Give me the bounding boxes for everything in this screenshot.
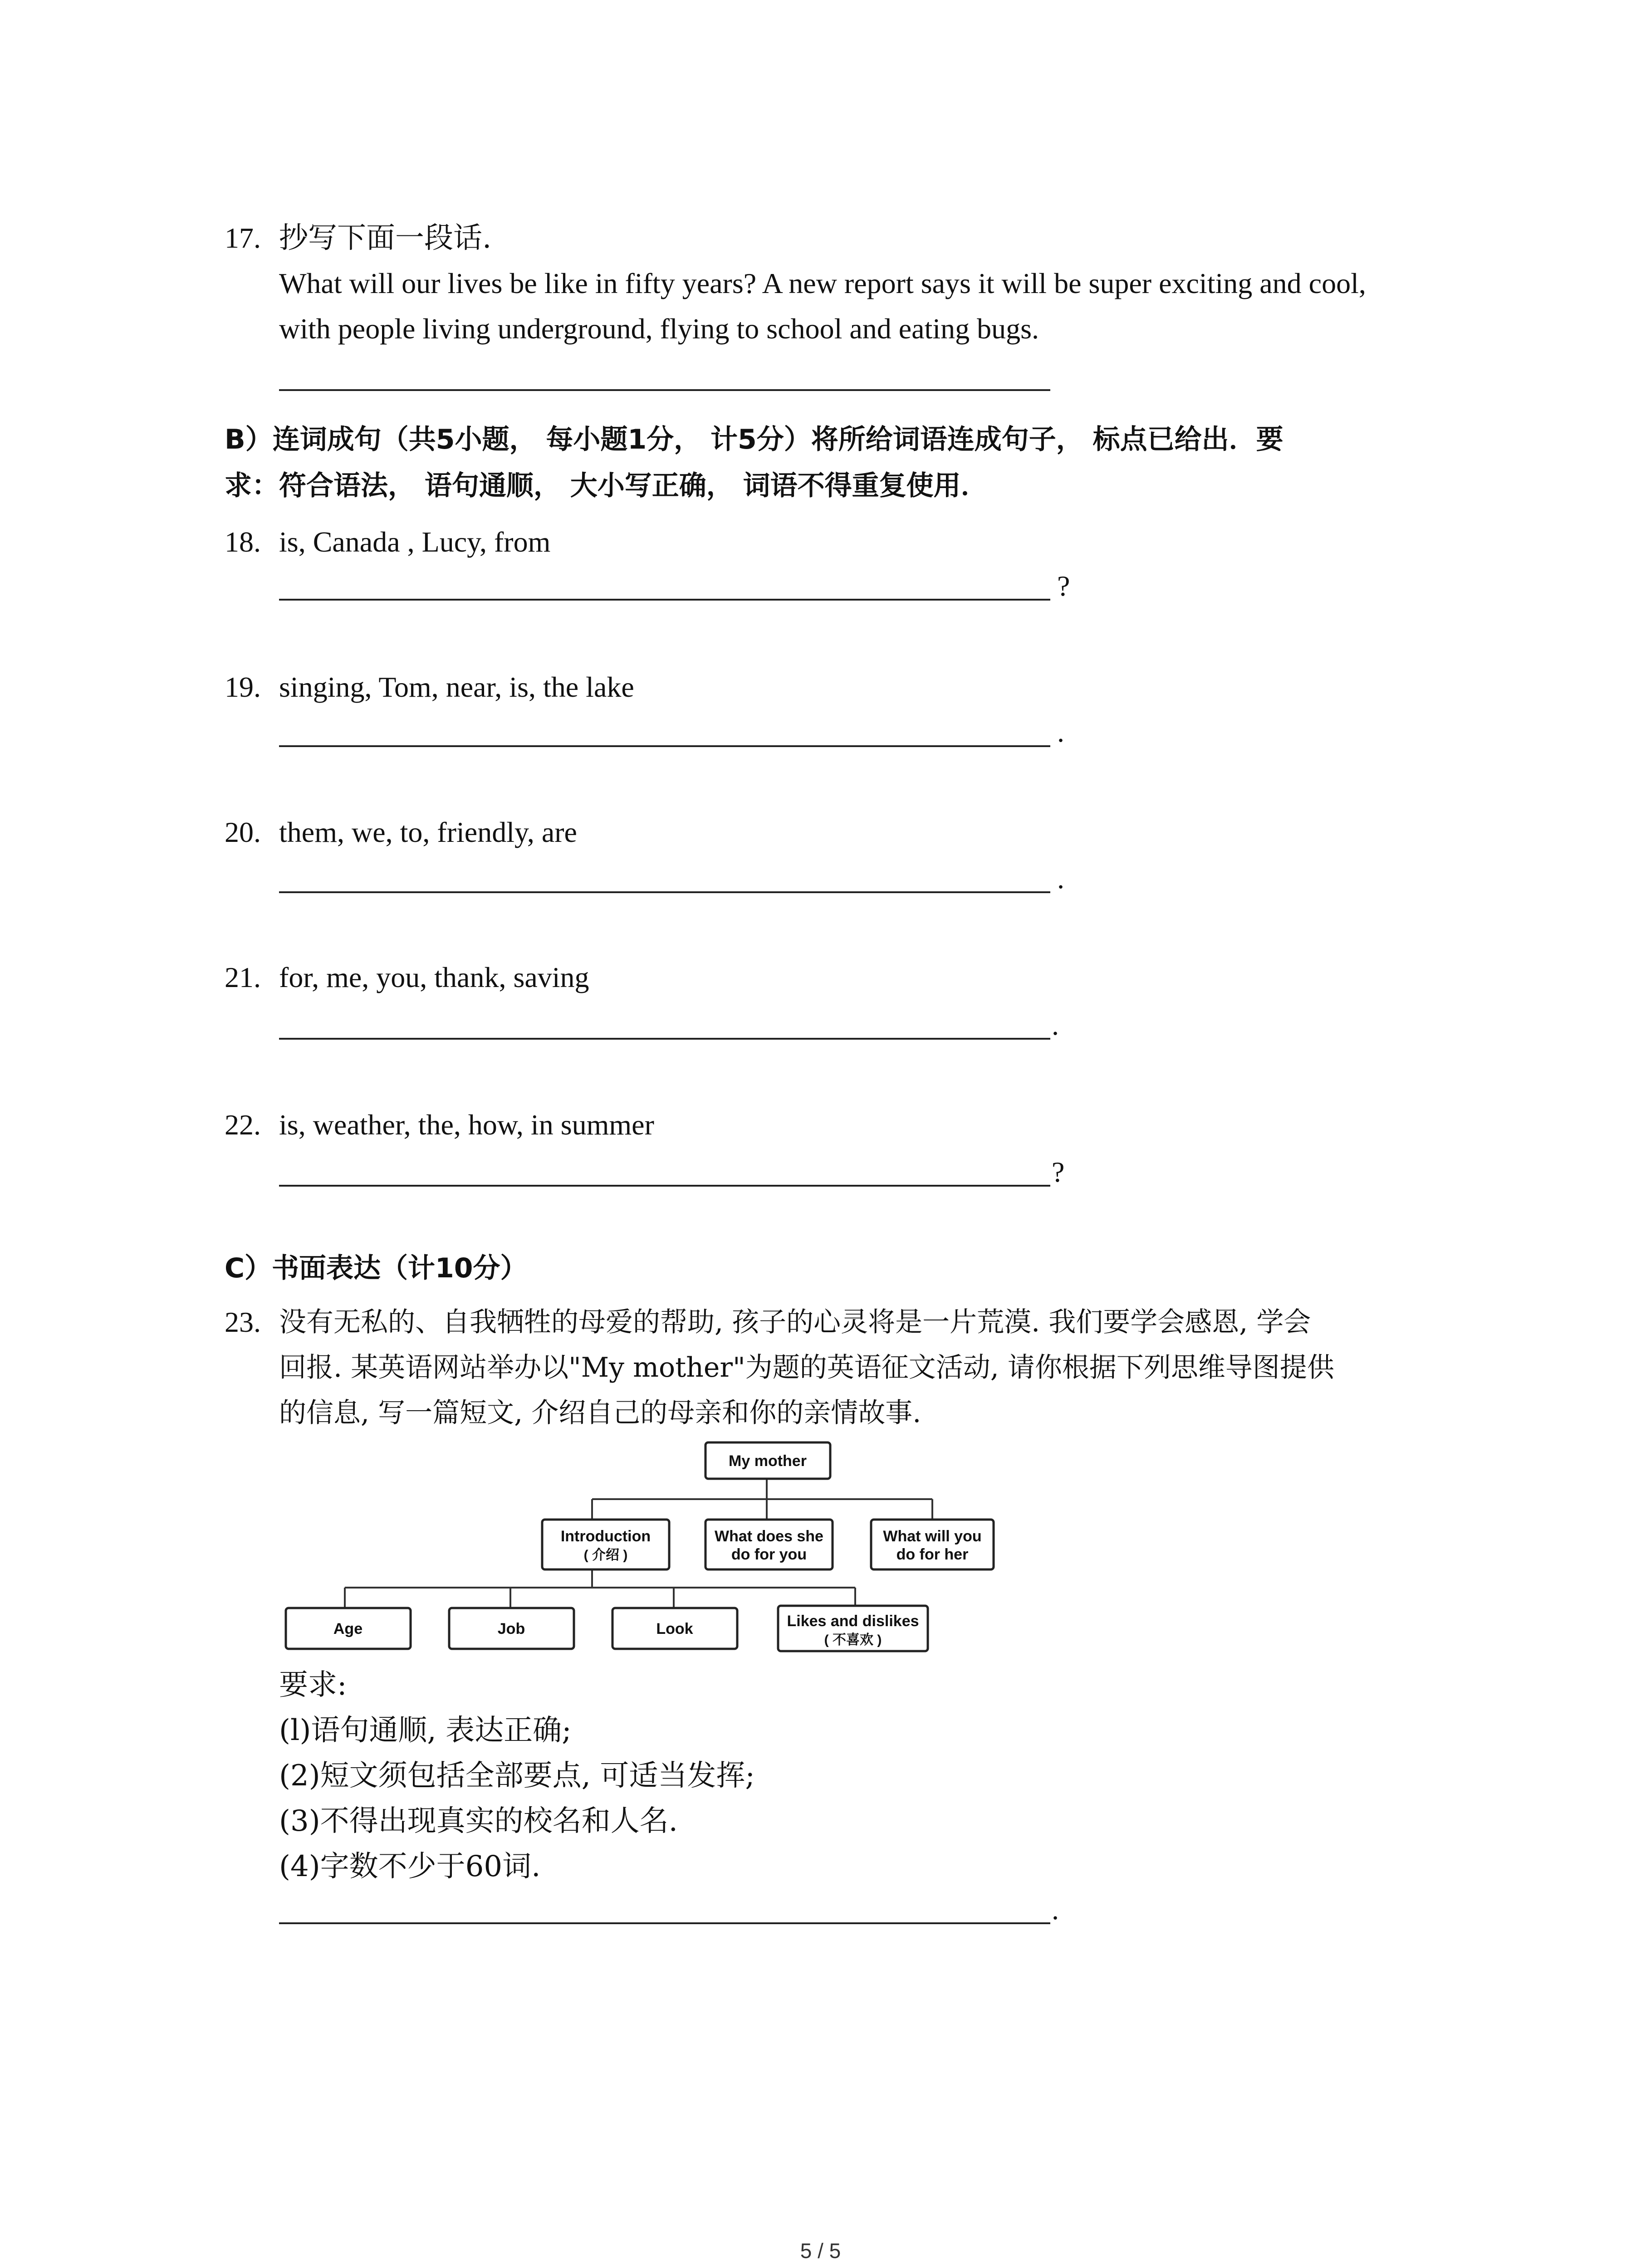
- mind-map-root-label: My mother: [729, 1452, 807, 1470]
- mind-map-label: ( 介绍 ): [583, 1548, 628, 1563]
- end-punctuation: .: [1052, 1009, 1059, 1041]
- question-number: 18.: [225, 526, 261, 558]
- mind-map-label: What does she: [715, 1528, 823, 1545]
- end-punctuation: .: [1052, 1893, 1059, 1926]
- answer-line[interactable]: [279, 1185, 1050, 1187]
- section-b-line: 求：符合语法， 语句通顺， 大小写正确， 词语不得重复使用．: [225, 470, 988, 502]
- mind-map: [279, 1438, 1050, 1660]
- word-list: them, we, to, friendly, are: [279, 816, 577, 848]
- section-b-line: B）连词成句（共5小题， 每小题1分， 计5分）将所给词语连成句子， 标点已给出．要: [225, 424, 1283, 455]
- mind-map-label: ( 不喜欢 ): [824, 1633, 882, 1647]
- mind-map-label: do for her: [896, 1546, 969, 1563]
- mind-map-label: Look: [656, 1620, 693, 1637]
- question-17: [225, 215, 1450, 345]
- word-list: is, weather, the, how, in summer: [279, 1109, 654, 1141]
- requirement-item: (2)短文须包括全部要点, 可适当发挥;: [279, 1759, 755, 1793]
- end-punctuation: .: [1057, 862, 1064, 894]
- page-number: 5 / 5: [800, 2239, 841, 2263]
- answer-line[interactable]: [279, 389, 1050, 391]
- requirements: [279, 1662, 755, 1889]
- mind-map-label: Age: [333, 1620, 363, 1637]
- requirements-title: 要求:: [279, 1668, 347, 1702]
- question-23: [225, 1300, 1450, 1429]
- question-number: 19.: [225, 671, 261, 703]
- prompt-line: 没有无私的、自我牺牲的母爱的帮助, 孩子的心灵将是一片荒漠. 我们要学会感恩, 学会: [279, 1306, 1311, 1338]
- question-number: 17.: [225, 222, 261, 254]
- section-c-heading: C）书面表达（计10分）: [225, 1252, 528, 1284]
- requirement-item: (l)语句通顺, 表达正确;: [279, 1714, 572, 1747]
- answer-line[interactable]: [279, 1922, 1050, 1924]
- section-b-heading: [225, 416, 1472, 509]
- word-list: singing, Tom, near, is, the lake: [279, 671, 634, 703]
- question-number: 23.: [225, 1306, 261, 1338]
- answer-line[interactable]: [279, 891, 1050, 893]
- question-19: [225, 665, 1450, 710]
- prompt-line: 的信息, 写一篇短文, 介绍自己的母亲和你的亲情故事.: [279, 1397, 921, 1429]
- mind-map-label: Likes and dislikes: [787, 1613, 919, 1630]
- answer-line[interactable]: [279, 1038, 1050, 1040]
- word-list: for, me, you, thank, saving: [279, 961, 589, 993]
- end-punctuation: ?: [1052, 1156, 1065, 1188]
- answer-line[interactable]: [279, 745, 1050, 747]
- question-18: [225, 519, 1450, 565]
- question-number: 20.: [225, 816, 261, 848]
- mind-map-label: What will you: [883, 1528, 982, 1545]
- passage-line: with people living underground, flying to school and eating bugs.: [279, 313, 1039, 345]
- question-number: 22.: [225, 1109, 261, 1141]
- requirement-item: (4)字数不少于60词.: [279, 1850, 541, 1883]
- question-instruction: 抄写下面一段话.: [279, 221, 492, 255]
- prompt-line: 回报. 某英语网站举办以"My mother"为题的英语征文活动, 请你根据下列思维导图提供: [279, 1352, 1334, 1383]
- end-punctuation: .: [1057, 716, 1064, 748]
- word-list: is, Canada , Lucy, from: [279, 526, 551, 558]
- end-punctuation: ?: [1057, 570, 1070, 602]
- answer-line[interactable]: [279, 599, 1050, 601]
- question-20: [225, 810, 1450, 855]
- mind-map-label: do for you: [731, 1546, 807, 1563]
- requirement-item: (3)不得出现真实的校名和人名.: [279, 1804, 678, 1838]
- mind-map-label: Introduction: [560, 1528, 651, 1545]
- passage-line: What will our lives be like in fifty years? A new report says it will be super exciting and cool,: [279, 267, 1366, 299]
- question-22: [225, 1102, 1450, 1148]
- question-number: 21.: [225, 961, 261, 993]
- mind-map-label: Job: [497, 1620, 525, 1637]
- question-21: [225, 955, 1450, 1000]
